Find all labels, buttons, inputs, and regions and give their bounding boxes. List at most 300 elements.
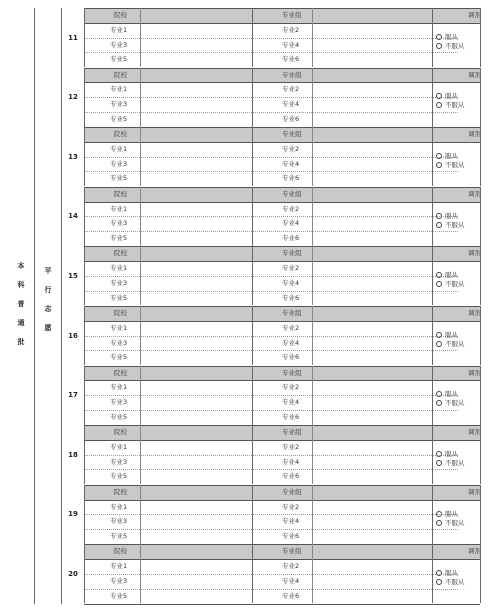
- major-label-right: 专业6: [282, 234, 300, 243]
- obey-adjust-option[interactable]: [436, 510, 458, 518]
- column-line: [312, 485, 313, 544]
- major-row: [84, 291, 480, 306]
- column-line: [140, 246, 141, 305]
- option-label: 不服从: [445, 339, 465, 348]
- column-line: [312, 246, 313, 305]
- parallel-label-char: 平: [44, 267, 52, 275]
- batch-label: [8, 256, 34, 352]
- major-label-right: 专业6: [282, 55, 300, 64]
- column-line: [432, 485, 433, 544]
- obey-adjust-option[interactable]: [436, 33, 458, 41]
- option-label: 服从: [445, 509, 458, 518]
- major-label-right: 专业4: [282, 338, 300, 347]
- block-header-row: [84, 246, 480, 261]
- major-label-left: 专业1: [110, 85, 128, 94]
- major-row: [84, 321, 480, 336]
- option-label: 不服从: [445, 160, 465, 169]
- major-label-right: 专业6: [282, 114, 300, 123]
- column-line: [432, 127, 433, 186]
- row-line: [84, 380, 480, 381]
- major-row: [84, 574, 480, 589]
- radio-icon[interactable]: [436, 162, 442, 168]
- major-label-right: 专业4: [282, 398, 300, 407]
- column-line: [432, 68, 433, 127]
- school-label: 院校: [114, 487, 127, 496]
- major-label-left: 专业3: [110, 457, 128, 466]
- column-line: [480, 8, 481, 67]
- option-label: 不服从: [445, 280, 465, 289]
- option-label: 服从: [445, 569, 458, 578]
- not-obey-adjust-option[interactable]: [436, 101, 465, 109]
- column-line: [252, 127, 253, 186]
- major-row: [84, 261, 480, 276]
- block-header-row: [84, 366, 480, 381]
- radio-icon[interactable]: [436, 332, 442, 338]
- major-label-left: 专业3: [110, 338, 128, 347]
- column-line: [252, 306, 253, 365]
- column-line: [312, 425, 313, 484]
- volunteer-block: [62, 425, 480, 484]
- school-label: 院校: [114, 368, 127, 377]
- not-obey-adjust-option[interactable]: [436, 519, 465, 527]
- option-label: 不服从: [445, 518, 465, 527]
- row-line: [84, 187, 480, 188]
- column-line: [140, 366, 141, 425]
- adjust-label: 调剂: [468, 249, 481, 258]
- major-row: [84, 276, 480, 291]
- option-label: 服从: [445, 390, 458, 399]
- major-label-left: 专业1: [110, 264, 128, 273]
- radio-icon[interactable]: [436, 93, 442, 99]
- major-group-label: 专业组: [282, 70, 302, 79]
- volunteer-number: 16: [68, 331, 78, 340]
- volunteer-number: 13: [68, 152, 78, 161]
- column-line: [140, 425, 141, 484]
- adjust-label: 调剂: [468, 130, 481, 139]
- volunteer-block: [62, 366, 480, 425]
- column-line: [480, 366, 481, 425]
- major-label-left: 专业1: [110, 442, 128, 451]
- school-label: 院校: [114, 428, 127, 437]
- not-obey-adjust-option[interactable]: [436, 578, 465, 586]
- major-label-right: 专业4: [282, 457, 300, 466]
- major-label-right: 专业2: [282, 204, 300, 213]
- option-label: 不服从: [445, 101, 465, 110]
- radio-icon[interactable]: [436, 391, 442, 397]
- column-line: [312, 127, 313, 186]
- parallel-label-char: 志: [44, 305, 52, 313]
- major-row: [84, 469, 480, 484]
- major-label-right: 专业2: [282, 144, 300, 153]
- volunteer-number: 12: [68, 93, 78, 102]
- batch-label-char: 科: [17, 280, 25, 289]
- option-label: 服从: [445, 271, 458, 280]
- column-line: [252, 246, 253, 305]
- major-label-left: 专业5: [110, 412, 128, 421]
- column-line: [140, 187, 141, 246]
- major-label-left: 专业1: [110, 144, 128, 153]
- radio-icon[interactable]: [436, 400, 442, 406]
- option-label: 服从: [445, 330, 458, 339]
- major-label-left: 专业1: [110, 383, 128, 392]
- batch-label-char: 通: [17, 318, 25, 327]
- option-label: 不服从: [445, 578, 465, 587]
- column-line: [480, 187, 481, 246]
- column-line: [432, 544, 433, 603]
- column-line: [84, 8, 85, 67]
- row-line: [84, 425, 480, 426]
- major-row: [84, 514, 480, 529]
- option-label: 服从: [445, 92, 458, 101]
- school-label: 院校: [114, 189, 127, 198]
- major-group-label: 专业组: [282, 428, 302, 437]
- major-row: [84, 142, 480, 157]
- column-line: [84, 187, 85, 246]
- row-line: [84, 500, 480, 501]
- column-line: [480, 425, 481, 484]
- school-label: 院校: [114, 70, 127, 79]
- column-line: [432, 366, 433, 425]
- row-line: [84, 261, 480, 262]
- column-line: [480, 485, 481, 544]
- row-line: [84, 68, 480, 69]
- volunteer-number: 18: [68, 450, 78, 459]
- volunteer-block: [62, 8, 480, 67]
- major-row: [84, 52, 480, 67]
- volunteer-block: [62, 544, 480, 603]
- column-line: [432, 246, 433, 305]
- volunteer-block: [62, 246, 480, 305]
- column-line: [312, 306, 313, 365]
- row-line: [84, 321, 480, 322]
- column-line: [140, 544, 141, 603]
- column-line: [312, 68, 313, 127]
- major-row: [84, 157, 480, 172]
- major-label-right: 专业4: [282, 159, 300, 168]
- column-line: [252, 366, 253, 425]
- major-label-right: 专业4: [282, 40, 300, 49]
- adjust-label: 调剂: [468, 368, 481, 377]
- row-line: [84, 23, 480, 24]
- row-line: [84, 8, 480, 9]
- major-label-left: 专业1: [110, 323, 128, 332]
- obey-adjust-option[interactable]: [436, 212, 458, 220]
- adjust-label: 调剂: [468, 309, 481, 317]
- column-line: [432, 8, 433, 67]
- major-row: [84, 589, 480, 604]
- volunteer-block: [62, 127, 480, 186]
- major-label-right: 专业2: [282, 25, 300, 34]
- column-line: [252, 544, 253, 603]
- volunteer-number: 17: [68, 391, 78, 400]
- major-label-left: 专业5: [110, 472, 128, 481]
- option-label: 不服从: [445, 399, 465, 408]
- major-label-right: 专业6: [282, 532, 300, 541]
- column-line: [140, 68, 141, 127]
- adjust-label: 调剂: [468, 428, 481, 437]
- row-line: [84, 485, 480, 486]
- major-group-label: 专业组: [282, 11, 302, 19]
- major-label-right: 专业6: [282, 591, 300, 600]
- option-label: 服从: [445, 449, 458, 458]
- radio-icon[interactable]: [436, 460, 442, 466]
- parallel-label-char: 愿: [44, 324, 52, 332]
- row-line: [84, 306, 480, 307]
- option-label: 服从: [445, 211, 458, 220]
- major-label-left: 专业1: [110, 25, 128, 34]
- major-row: [84, 202, 480, 217]
- column-line: [480, 127, 481, 186]
- not-obey-adjust-option[interactable]: [436, 340, 465, 348]
- radio-icon[interactable]: [436, 43, 442, 49]
- not-obey-adjust-option[interactable]: [436, 221, 465, 229]
- column-line: [84, 306, 85, 365]
- column-line: [84, 246, 85, 305]
- major-label-left: 专业5: [110, 353, 128, 362]
- column-line: [140, 127, 141, 186]
- block-header-row: [84, 68, 480, 83]
- school-label: 院校: [114, 309, 127, 317]
- column-line: [84, 366, 85, 425]
- column-line: [480, 68, 481, 127]
- block-header-row: [84, 127, 480, 142]
- radio-icon[interactable]: [436, 451, 442, 457]
- radio-icon[interactable]: [436, 153, 442, 159]
- major-group-label: 专业组: [282, 309, 302, 317]
- major-label-left: 专业3: [110, 576, 128, 585]
- radio-icon[interactable]: [436, 341, 442, 347]
- major-row: [84, 112, 480, 127]
- major-label-right: 专业4: [282, 517, 300, 526]
- major-label-left: 专业3: [110, 40, 128, 49]
- column-line: [252, 68, 253, 127]
- major-row: [84, 171, 480, 186]
- column-line: [84, 485, 85, 544]
- major-row: [84, 500, 480, 515]
- major-label-left: 专业1: [110, 502, 128, 511]
- major-row: [84, 410, 480, 425]
- major-row: [84, 38, 480, 53]
- grid-bottom-line: [84, 604, 480, 605]
- major-row: [84, 82, 480, 97]
- major-row: [84, 23, 480, 38]
- major-label-right: 专业2: [282, 323, 300, 332]
- major-label-left: 专业5: [110, 55, 128, 64]
- volunteer-block: [62, 485, 480, 544]
- row-line: [84, 142, 480, 143]
- radio-icon[interactable]: [436, 520, 442, 526]
- row-line: [84, 246, 480, 247]
- volunteer-number: 20: [68, 569, 78, 578]
- major-label-right: 专业4: [282, 576, 300, 585]
- major-label-right: 专业2: [282, 85, 300, 94]
- adjust-label: 调剂: [468, 11, 481, 19]
- major-group-label: 专业组: [282, 130, 302, 139]
- school-label: 院校: [114, 11, 127, 19]
- major-label-left: 专业1: [110, 562, 128, 571]
- not-obey-adjust-option[interactable]: [436, 280, 465, 288]
- radio-icon[interactable]: [436, 579, 442, 585]
- block-header-row: [84, 187, 480, 202]
- school-label: 院校: [114, 130, 127, 139]
- batch-label-char: 批: [17, 337, 25, 346]
- column-divider: [34, 8, 35, 604]
- not-obey-adjust-option[interactable]: [436, 161, 465, 169]
- column-line: [84, 544, 85, 603]
- column-line: [480, 306, 481, 365]
- column-line: [312, 187, 313, 246]
- major-label-right: 专业4: [282, 278, 300, 287]
- obey-adjust-option[interactable]: [436, 390, 458, 398]
- column-line: [140, 306, 141, 365]
- volunteer-block: [62, 68, 480, 127]
- column-line: [140, 8, 141, 67]
- obey-adjust-option[interactable]: [436, 569, 458, 577]
- major-row: [84, 440, 480, 455]
- major-row: [84, 336, 480, 351]
- batch-label-char: 本: [17, 261, 25, 270]
- column-line: [252, 187, 253, 246]
- option-label: 服从: [445, 151, 458, 160]
- major-label-right: 专业2: [282, 442, 300, 451]
- major-row: [84, 559, 480, 574]
- major-group-label: 专业组: [282, 487, 302, 496]
- column-line: [252, 8, 253, 67]
- row-line: [84, 202, 480, 203]
- not-obey-adjust-option[interactable]: [436, 42, 465, 50]
- column-line: [252, 485, 253, 544]
- major-label-right: 专业6: [282, 293, 300, 302]
- adjust-label: 调剂: [468, 547, 481, 556]
- block-header-row: [84, 8, 480, 23]
- major-label-right: 专业2: [282, 502, 300, 511]
- major-label-right: 专业6: [282, 353, 300, 362]
- column-line: [84, 127, 85, 186]
- column-line: [312, 366, 313, 425]
- major-group-label: 专业组: [282, 249, 302, 258]
- major-label-right: 专业6: [282, 412, 300, 421]
- major-label-left: 专业5: [110, 174, 128, 183]
- not-obey-adjust-option[interactable]: [436, 459, 465, 467]
- row-line: [84, 440, 480, 441]
- column-line: [84, 68, 85, 127]
- option-label: 不服从: [445, 458, 465, 467]
- school-label: 院校: [114, 249, 127, 258]
- major-group-label: 专业组: [282, 547, 302, 556]
- obey-adjust-option[interactable]: [436, 271, 458, 279]
- major-label-left: 专业5: [110, 114, 128, 123]
- major-label-right: 专业4: [282, 100, 300, 109]
- major-label-left: 专业5: [110, 234, 128, 243]
- radio-icon[interactable]: [436, 511, 442, 517]
- radio-icon[interactable]: [436, 102, 442, 108]
- major-label-right: 专业2: [282, 562, 300, 571]
- obey-adjust-option[interactable]: [436, 450, 458, 458]
- radio-icon[interactable]: [436, 34, 442, 40]
- major-label-right: 专业6: [282, 174, 300, 183]
- volunteer-block: [62, 187, 480, 246]
- not-obey-adjust-option[interactable]: [436, 399, 465, 407]
- column-line: [480, 544, 481, 603]
- option-label: 服从: [445, 32, 458, 41]
- major-label-left: 专业3: [110, 278, 128, 287]
- column-line: [432, 187, 433, 246]
- option-label: 不服从: [445, 220, 465, 229]
- row-line: [84, 559, 480, 560]
- radio-icon[interactable]: [436, 570, 442, 576]
- volunteer-number: 15: [68, 271, 78, 280]
- radio-icon[interactable]: [436, 272, 442, 278]
- major-row: [84, 350, 480, 365]
- major-label-left: 专业3: [110, 159, 128, 168]
- volunteer-number: 14: [68, 212, 78, 221]
- volunteer-number: 19: [68, 510, 78, 519]
- major-group-label: 专业组: [282, 189, 302, 198]
- major-row: [84, 216, 480, 231]
- major-row: [84, 529, 480, 544]
- major-row: [84, 455, 480, 470]
- column-line: [84, 425, 85, 484]
- block-header-row: [84, 544, 480, 559]
- major-row: [84, 231, 480, 246]
- column-line: [480, 246, 481, 305]
- column-line: [312, 8, 313, 67]
- major-label-right: 专业2: [282, 383, 300, 392]
- row-line: [84, 544, 480, 545]
- major-row: [84, 395, 480, 410]
- row-line: [84, 82, 480, 83]
- adjust-label: 调剂: [468, 189, 481, 198]
- option-label: 不服从: [445, 41, 465, 50]
- major-row: [84, 97, 480, 112]
- radio-icon[interactable]: [436, 281, 442, 287]
- major-label-right: 专业6: [282, 472, 300, 481]
- major-label-left: 专业3: [110, 517, 128, 526]
- major-label-left: 专业3: [110, 398, 128, 407]
- column-line: [312, 544, 313, 603]
- major-row: [84, 380, 480, 395]
- major-label-left: 专业5: [110, 293, 128, 302]
- adjust-label: 调剂: [468, 487, 481, 496]
- radio-icon[interactable]: [436, 213, 442, 219]
- major-label-right: 专业4: [282, 219, 300, 228]
- obey-adjust-option[interactable]: [436, 331, 458, 339]
- column-line: [432, 306, 433, 365]
- parallel-volunteer-label: [36, 262, 60, 338]
- volunteer-number: 11: [68, 33, 78, 42]
- major-label-left: 专业1: [110, 204, 128, 213]
- column-line: [140, 485, 141, 544]
- major-label-right: 专业2: [282, 264, 300, 273]
- obey-adjust-option[interactable]: [436, 152, 458, 160]
- major-label-left: 专业5: [110, 591, 128, 600]
- adjust-label: 调剂: [468, 70, 481, 79]
- block-header-row: [84, 306, 480, 321]
- major-label-left: 专业3: [110, 219, 128, 228]
- major-label-left: 专业3: [110, 100, 128, 109]
- block-header-row: [84, 425, 480, 440]
- column-line: [252, 425, 253, 484]
- parallel-label-char: 行: [44, 286, 52, 294]
- column-line: [432, 425, 433, 484]
- obey-adjust-option[interactable]: [436, 92, 458, 100]
- row-line: [84, 366, 480, 367]
- batch-label-char: 普: [17, 299, 25, 308]
- radio-icon[interactable]: [436, 222, 442, 228]
- row-line: [84, 127, 480, 128]
- major-group-label: 专业组: [282, 368, 302, 377]
- school-label: 院校: [114, 547, 127, 556]
